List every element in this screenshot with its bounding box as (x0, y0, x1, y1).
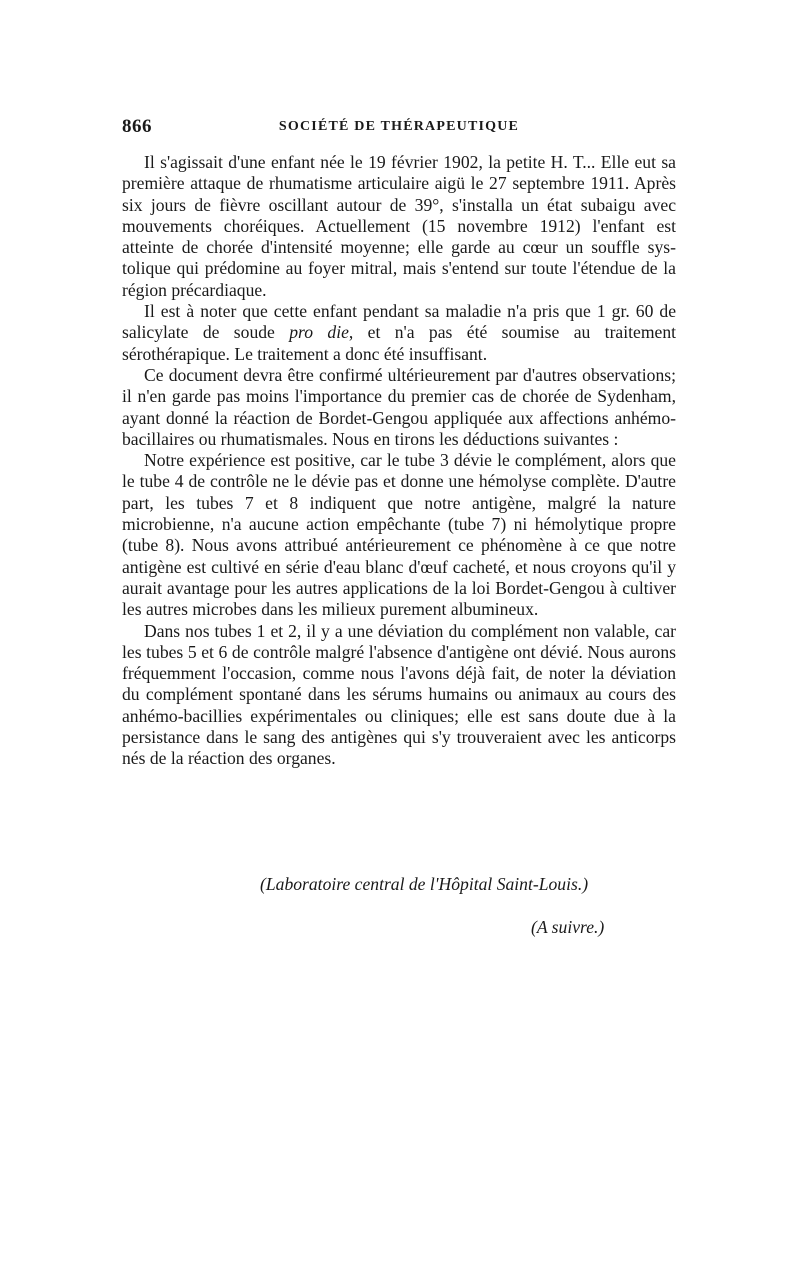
paragraph-treatment-before: Il est à noter que cette enfant pendant sa maladie n'a pris que 1 gr. 60 de salicylate de soude (122, 301, 676, 343)
page-header (122, 116, 676, 138)
to-be-continued: (A suivre.) (531, 917, 605, 937)
laboratory-signature: (Laboratoire central de l'Hôpital Saint-Louis.) (260, 874, 589, 894)
running-title: SOCIÉTÉ DE THÉRAPEUTIQUE (278, 119, 520, 134)
page-number: 866 (122, 116, 152, 137)
paragraph-patient-history: Il s'agissait d'une enfant née le 19 février 1902, la petite H. T... Elle eut sa première attaque de rhumatisme articulaire aigü le 27 septembre 1911. Après six jours de fièvre oscillant autour de 39°, s'installa un état subaigu avec mouvements choréiques. Actuellement (15 novembre 1912) l'enfant est atteinte de chorée d'intensité moyenne; elle garde au cœur un souffle systolique qui prédomine au foyer mitral, mais s'entend sur toute l'étendue de la région précardiaque. (122, 152, 676, 300)
latin-term: pro die (289, 322, 349, 343)
paragraph-positive-experiment: Notre expérience est positive, car le tube 3 dévie le complément, alors que le tube 4 de contrôle ne le dévie pas et donne une hémolyse complète. D'autre part, les tubes 7 et 8 indiquent que notre antigène, malgré la nature microbienne, n'a aucune action empêchante (tube 7) ni hémolytique propre (tube 8). Nous avons attribué antérieurement ce phénomène à ce que notre antigène est cultivé en série d'eau blanc d'œuf cacheté, et nous croyons qu'il y aurait avantage pour les autres applications de la loi Bordet-Gengou à cultiver les autres microbes dans les milieux purement albumineux. (122, 450, 676, 620)
paragraph-treatment (122, 301, 676, 365)
body-text (122, 152, 676, 770)
paragraph-document-significance: Ce document devra être confirmé ultérieurement par d'autres observations; il n'en garde pas moins l'importance du premier cas de chorée de Sydenham, ayant donné la réaction de Bordet-Gengou appliquée aux affections anhémo-bacillaires ou rhumatismales. Nous en tirons les déductions suivantes : (122, 364, 676, 449)
paragraph-complement-deviation: Dans nos tubes 1 et 2, il y a une déviation du complément non valable, car les tubes 5 et 6 de contrôle malgré l'absence d'antigène ont dévié. Nous aurons fréquemment l'occasion, comme nous l'avons déjà fait, de noter la déviation du complément spontané dans les sérums humains ou animaux au cours des anhémo-bacillies expérimentales ou cliniques; elle est sans doute due à la persistance dans le sang des antigènes qui s'y trouveraient avec les anticorps nés de la réaction des organes. (122, 620, 676, 769)
paragraph-treatment-after: , et n'a pas été soumise au traitement sérothérapique. Le traitement a donc été insuffisant. (122, 322, 677, 364)
